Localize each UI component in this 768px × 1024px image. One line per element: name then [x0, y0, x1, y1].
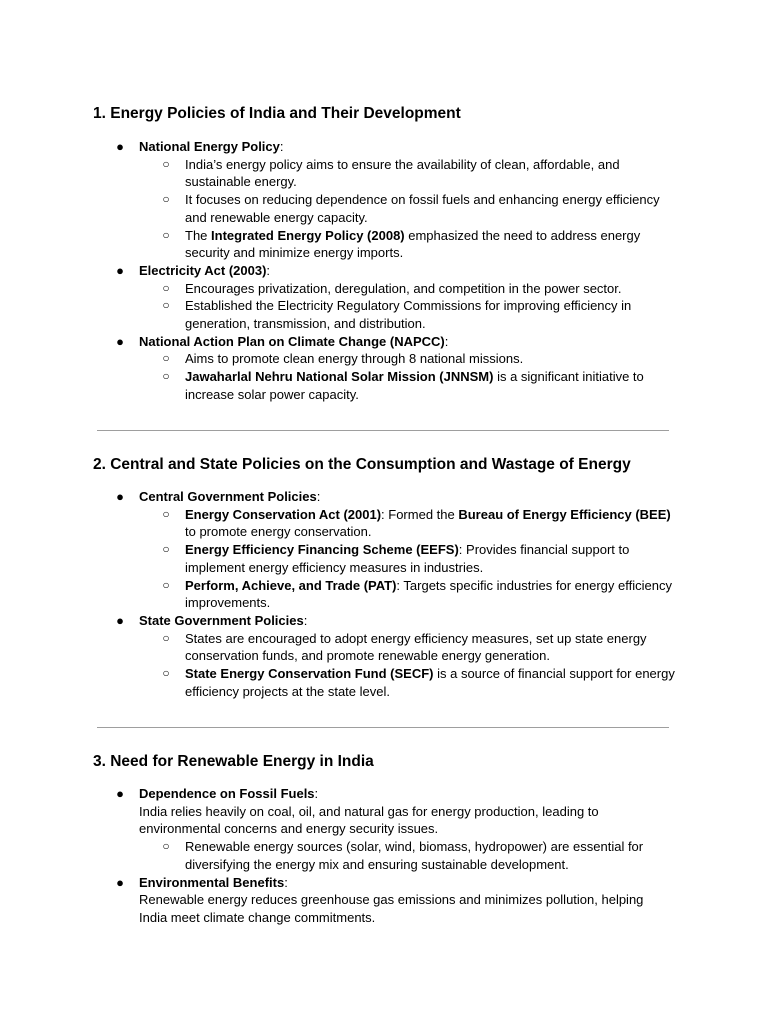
- bold-text: Bureau of Energy Efficiency (BEE): [458, 506, 671, 522]
- list-item: [0, 333, 768, 404]
- bullet-icon: ●: [116, 612, 124, 628]
- sub-list-item: [139, 506, 675, 541]
- body-text: is a significant initiative to increase solar power capacity.: [185, 369, 644, 402]
- sub-list: [139, 630, 768, 701]
- section-divider: [97, 430, 669, 431]
- sub-list: [139, 838, 768, 873]
- item-title: State Government Policies: [139, 612, 304, 628]
- body-text: Established the Electricity Regulatory Commissions for improving efficiency in generation, transmission, and distribution.: [185, 298, 632, 332]
- body-text: Encourages privatization, deregulation, and competition in the power sector.: [185, 280, 622, 296]
- body-text: It focuses on reducing dependence on fossil fuels and enhancing energy efficiency and renewable energy capacity.: [185, 192, 660, 225]
- sub-list-item: [139, 280, 675, 298]
- section-3-heading: 3. Need for Renewable Energy in India: [93, 753, 374, 770]
- sub-list-item: [139, 368, 675, 403]
- sub-list-item: [139, 630, 675, 665]
- list-item: [0, 874, 768, 927]
- sub-list-item: [139, 297, 675, 332]
- sub-list: [139, 350, 768, 403]
- sub-list: [139, 280, 768, 333]
- section-1-heading: 1. Energy Policies of India and Their Development: [93, 105, 461, 122]
- bullet-icon: ●: [116, 139, 124, 154]
- list-item: [0, 138, 768, 262]
- list-item: [0, 612, 768, 701]
- bold-text: Perform, Achieve, and Trade (PAT): [185, 577, 397, 593]
- bullet-icon: ●: [116, 786, 124, 801]
- bold-text: State Energy Conservation Fund (SECF): [185, 666, 434, 682]
- bullet-icon: ●: [116, 874, 124, 890]
- bold-text: Energy Conservation Act (2001): [185, 506, 382, 522]
- sub-bullet-icon: ○: [162, 227, 170, 242]
- bold-text: Energy Efficiency Financing Scheme (EEFS): [185, 542, 459, 558]
- item-text: India relies heavily on coal, oil, and natural gas for energy production, leading to environmental concerns and energy security issues.: [139, 803, 599, 837]
- item-colon: :: [303, 612, 308, 628]
- item-colon: :: [314, 786, 319, 801]
- body-text: Aims to promote clean energy through 8 national missions.: [185, 351, 524, 367]
- body-text: Renewable energy sources (solar, wind, biomass, hydropower) are essential for diversifying the energy mix and ensuring sustainable development.: [185, 839, 644, 872]
- sub-bullet-icon: ○: [162, 666, 170, 681]
- section-divider: [97, 727, 669, 728]
- list-item: [0, 488, 768, 612]
- sub-bullet-icon: ○: [162, 506, 170, 521]
- sub-list-item: [139, 665, 675, 700]
- body-text: is a source of financial support for energy efficiency projects at the state level.: [185, 666, 675, 699]
- list-item: [0, 262, 768, 333]
- body-text: : Targets specific industries for energy efficiency improvements.: [185, 577, 672, 611]
- sub-list-item: [139, 191, 675, 226]
- body-text: : Provides financial support to implement energy efficiency measures in industries.: [185, 542, 630, 575]
- body-text: The: [185, 227, 212, 243]
- sub-bullet-icon: ○: [162, 280, 170, 295]
- bold-text: Jawaharlal Nehru National Solar Mission (JNNSM): [185, 369, 494, 385]
- bold-text: Integrated Energy Policy (2008): [211, 227, 405, 243]
- sub-bullet-icon: ○: [162, 577, 170, 592]
- sub-list-item: [139, 838, 675, 873]
- sub-list-item: [139, 577, 675, 612]
- sub-list: [139, 156, 768, 262]
- list-item: [0, 785, 768, 874]
- section-3-list: [0, 785, 768, 927]
- item-title: National Action Plan on Climate Change (NAPCC): [139, 333, 445, 349]
- section-2-list: [0, 488, 768, 700]
- sub-bullet-icon: ○: [162, 298, 170, 313]
- item-title: Environmental Benefits: [139, 874, 285, 890]
- item-colon: :: [279, 139, 284, 154]
- body-text: India’s energy policy aims to ensure the availability of clean, affordable, and sustainable energy.: [185, 156, 620, 190]
- item-colon: :: [266, 262, 271, 278]
- item-title: Electricity Act (2003): [139, 262, 267, 278]
- item-title: Dependence on Fossil Fuels: [139, 786, 315, 801]
- item-title: Central Government Policies: [139, 489, 317, 504]
- body-text: States are encouraged to adopt energy efficiency measures, set up state energy conservation funds, and promote renewable energy generation.: [185, 630, 647, 664]
- bullet-icon: ●: [116, 489, 124, 504]
- body-text: emphasized the need to address energy security and minimize energy imports.: [185, 227, 641, 261]
- sub-list: [139, 506, 768, 612]
- sub-bullet-icon: ○: [162, 542, 170, 557]
- sub-list-item: [139, 156, 675, 191]
- bullet-icon: ●: [116, 262, 124, 278]
- sub-list-item: [139, 541, 675, 576]
- sub-list-item: [139, 227, 675, 262]
- section-2-heading: 2. Central and State Policies on the Consumption and Wastage of Energy: [93, 456, 631, 473]
- item-colon: :: [316, 489, 321, 504]
- item-title: National Energy Policy: [139, 139, 280, 154]
- body-text: to promote energy conservation.: [185, 524, 372, 540]
- sub-bullet-icon: ○: [162, 351, 170, 366]
- sub-bullet-icon: ○: [162, 156, 170, 171]
- sub-bullet-icon: ○: [162, 839, 170, 854]
- sub-list-item: [139, 350, 675, 368]
- sub-bullet-icon: ○: [162, 192, 170, 207]
- bullet-icon: ●: [116, 333, 124, 349]
- item-colon: :: [444, 333, 449, 349]
- sub-bullet-icon: ○: [162, 369, 170, 384]
- item-colon: :: [284, 874, 288, 890]
- item-text: Renewable energy reduces greenhouse gas emissions and minimizes pollution, helping India meet climate change commitments.: [139, 892, 644, 925]
- section-1-list: [0, 138, 768, 404]
- body-text: : Formed the: [381, 506, 459, 522]
- sub-bullet-icon: ○: [162, 630, 170, 645]
